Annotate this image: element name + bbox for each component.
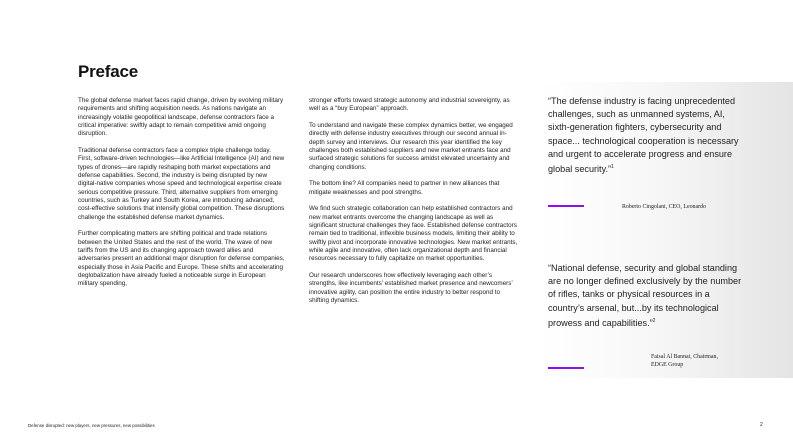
footer-title: Defense disrupted: new players, new pressures, new possibilities: [28, 423, 155, 428]
attribution-line: Faisal Al Bannai, Chairman,: [651, 354, 718, 360]
pull-quote-2: [548, 262, 748, 330]
paragraph: The global defense market faces rapid change, driven by evolving military requirements and shifting acquisition needs. As nations navigate an increasingly volatile geopolitical landscape, defense contractors face a critical imperative: swiftly adapt to remain competitive amid ongoing disruption.: [78, 97, 284, 138]
quote-attribution: [651, 353, 741, 369]
accent-rule: [548, 367, 584, 369]
paragraph: stronger efforts toward strategic autonomy and industrial sovereignty, as well as a “buy European” approach.: [309, 97, 510, 113]
quote-text: “The defense industry is facing unprecedented challenges, such as unmanned systems, AI, sixth-generation fighters, cybersecurity and space... technological cooperation is necessary and urgent to accelerate progress and ensure global security.”: [548, 96, 739, 175]
footnote-marker: 1: [611, 164, 614, 171]
paragraph: We find such strategic collaboration can help established contractors and new market entrants overcome the changing landscape as well as significant structural challenges they face. Established defense contractors remain tied to traditional, inflexible business models, limiting their ability to swiftly pivot and incorporate innovative technologies. New market entrants, while agile and innovative, often lack organizational depth and financial resources necessary to fully capitalize on market opportunities.: [309, 205, 518, 263]
paragraph: Further complicating matters are shifting political and trade relations between the United States and the rest of the world. The wave of new tariffs from the US and its changing approach toward allies and adversaries present an additional major disruption for defense companies, especially those in Asia Pacific and Europe. These shifts and accelerating deglobalization have already fueled a noticeable surge in European military spending,: [78, 230, 285, 288]
quote-attribution: Roberto Cingolani, CEO, Leonardo: [622, 204, 706, 210]
body-column-left: [78, 97, 286, 297]
accent-rule: [548, 205, 584, 207]
paragraph: Traditional defense contractors face a complex triple challenge today. First, software-driven technologies—like Artificial Intelligence (AI) and new types of drones—are rapidly reshaping both market expectations and defense capabilities. Second, the industry is being disrupted by new digital-native companies whose speed and technological expertise create serious competitive pressure. Third, alternative suppliers from emerging countries, such as Turkey and South Korea, are introducing advanced, cost-effective solutions that intensify global competition. These disruptions challenge the established defense market dynamics.: [78, 147, 285, 221]
attribution-line: EDGE Group: [651, 362, 684, 369]
paragraph: The bottom line? All companies need to partner in new alliances that mitigate weaknesses and pool strengths.: [309, 180, 500, 196]
footnote-marker: 2: [652, 317, 656, 324]
paragraph: To understand and navigate these complex dynamics better, we engaged directly with defense industry executives through our second annual in-depth survey and interviews. Our research this year identified the key challenges both established suppliers and new market entrants face and surfaced strategic solutions for success amidst elevated uncertainty and changing conditions.: [309, 121, 513, 171]
quote-text: “National defense, security and global standing are no longer defined exclusively by the number of rifles, tanks or physical resources in a country’s arsenal, but...by its technological prowess and capabilities.”: [548, 263, 742, 328]
paragraph: Our research underscores how effectively leveraging each other’s strengths, like incumbents’ established market presence and newcomers’ innovative agility, can position the entire industry to better respond to shifting dynamics.: [309, 272, 513, 305]
pull-quote-1: [548, 95, 748, 176]
page-number: 2: [760, 422, 763, 428]
body-column-middle: [309, 97, 521, 314]
page-title: Preface: [78, 62, 139, 81]
